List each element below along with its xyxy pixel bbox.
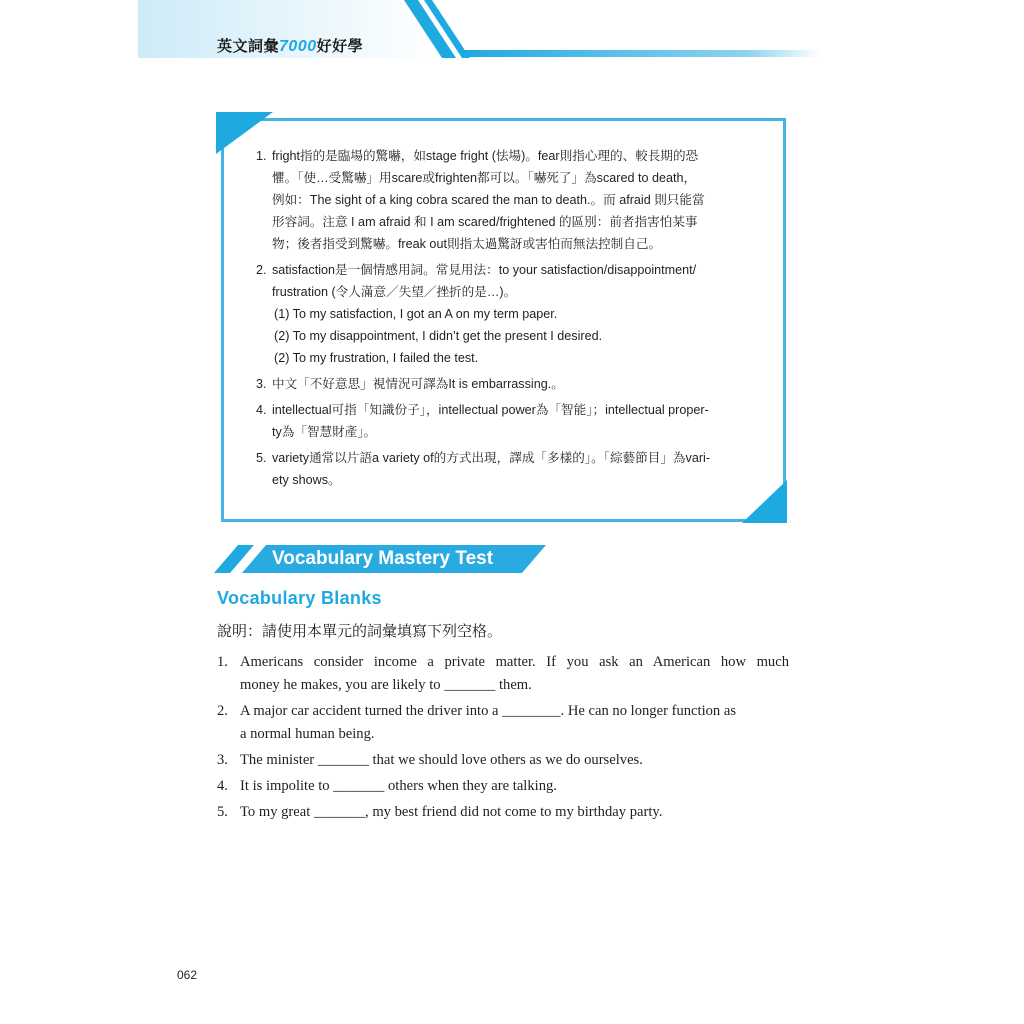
note-line: ty為「智慧財產」。 — [272, 425, 377, 439]
note-example: (2) To my disappointment, I didn’t get the present I desired. — [274, 329, 603, 343]
vocab-item — [217, 775, 789, 798]
vocab-number: 3. — [217, 752, 228, 768]
note-line: satisfaction是一個情感用詞。常見用法：to your satisfaction/disappointment/ — [272, 263, 697, 277]
vocab-line: The minister _______ that we should love others as we do ourselves. — [240, 752, 643, 768]
vocab-line: To my great _______, my best friend did not come to my birthday party. — [240, 804, 663, 820]
vocab-number: 1. — [217, 654, 228, 670]
notes-list — [256, 145, 756, 495]
note-line: 形容詞。注意 I am afraid 和 I am scared/frightened 的區別：前者指害怕某事 — [272, 215, 698, 229]
vocab-line: money he makes, you are likely to _______ them. — [240, 677, 532, 693]
note-number: 4. — [256, 403, 267, 417]
page-number: 062 — [177, 968, 198, 982]
vocab-item — [217, 651, 789, 697]
vocab-item — [217, 749, 789, 772]
note-line: variety通常以片語a variety of的方式出現，譯成「多樣的」。「綜藝節目」為vari- — [272, 451, 711, 465]
vocab-number: 2. — [217, 703, 228, 719]
header-title-number: 7000 — [279, 38, 317, 55]
header-decoration — [0, 0, 1024, 70]
note-item — [256, 399, 756, 443]
note-line: frustration (令人滿意／失望／挫折的是…)。 — [272, 285, 517, 299]
vocab-number: 5. — [217, 804, 228, 820]
vocab-line: Americans consider income a private matter. If you ask an American how much — [240, 654, 789, 670]
header-title-prefix: 英文詞彙 — [217, 38, 280, 55]
vocab-line: It is impolite to _______ others when they are talking. — [240, 778, 557, 794]
header-title-suffix: 好好學 — [316, 38, 364, 55]
vocab-exercise-list — [217, 651, 789, 827]
note-line: fright指的是臨場的驚嚇，如stage fright (怯場)。fear則指心理的、較長期的恐 — [272, 149, 699, 163]
instructions-text: 說明：請使用本單元的詞彙填寫下列空格。 — [217, 623, 503, 640]
note-item — [256, 373, 756, 395]
note-example: (2) To my frustration, I failed the test. — [274, 351, 479, 365]
note-line: 物；後者指受到驚嚇。freak out則指太過驚訝或害怕而無法控制自己。 — [272, 237, 662, 251]
vocab-item — [217, 700, 789, 746]
section-title: Vocabulary Blanks — [217, 588, 382, 608]
note-item — [256, 259, 756, 369]
note-line: 中文「不好意思」視情況可譯為It is embarrassing.。 — [272, 377, 564, 391]
note-number: 2. — [256, 263, 267, 277]
vocab-number: 4. — [217, 778, 228, 794]
note-number: 1. — [256, 149, 267, 163]
note-line: 例如：The sight of a king cobra scared the man to death.。而 afraid 則只能當 — [272, 193, 705, 207]
note-item — [256, 447, 756, 491]
vocab-line: A major car accident turned the driver into a ________. He can no longer function as — [240, 703, 737, 719]
section-banner-title: Vocabulary Mastery Test — [272, 548, 494, 569]
vocab-line: a normal human being. — [240, 726, 375, 742]
note-line: intellectual可指「知識份子」，intellectual power為「智能」；intellectual proper- — [272, 403, 709, 417]
running-header-title — [217, 35, 363, 56]
note-line: 懼。「使…受驚嚇」用scare或frighten都可以。「嚇死了」為scared to death， — [272, 171, 697, 185]
note-number: 5. — [256, 451, 267, 465]
note-number: 3. — [256, 377, 267, 391]
note-item — [256, 145, 756, 255]
note-example: (1) To my satisfaction, I got an A on my term paper. — [274, 307, 558, 321]
note-line: ety shows。 — [272, 473, 341, 487]
vocab-item — [217, 801, 789, 824]
